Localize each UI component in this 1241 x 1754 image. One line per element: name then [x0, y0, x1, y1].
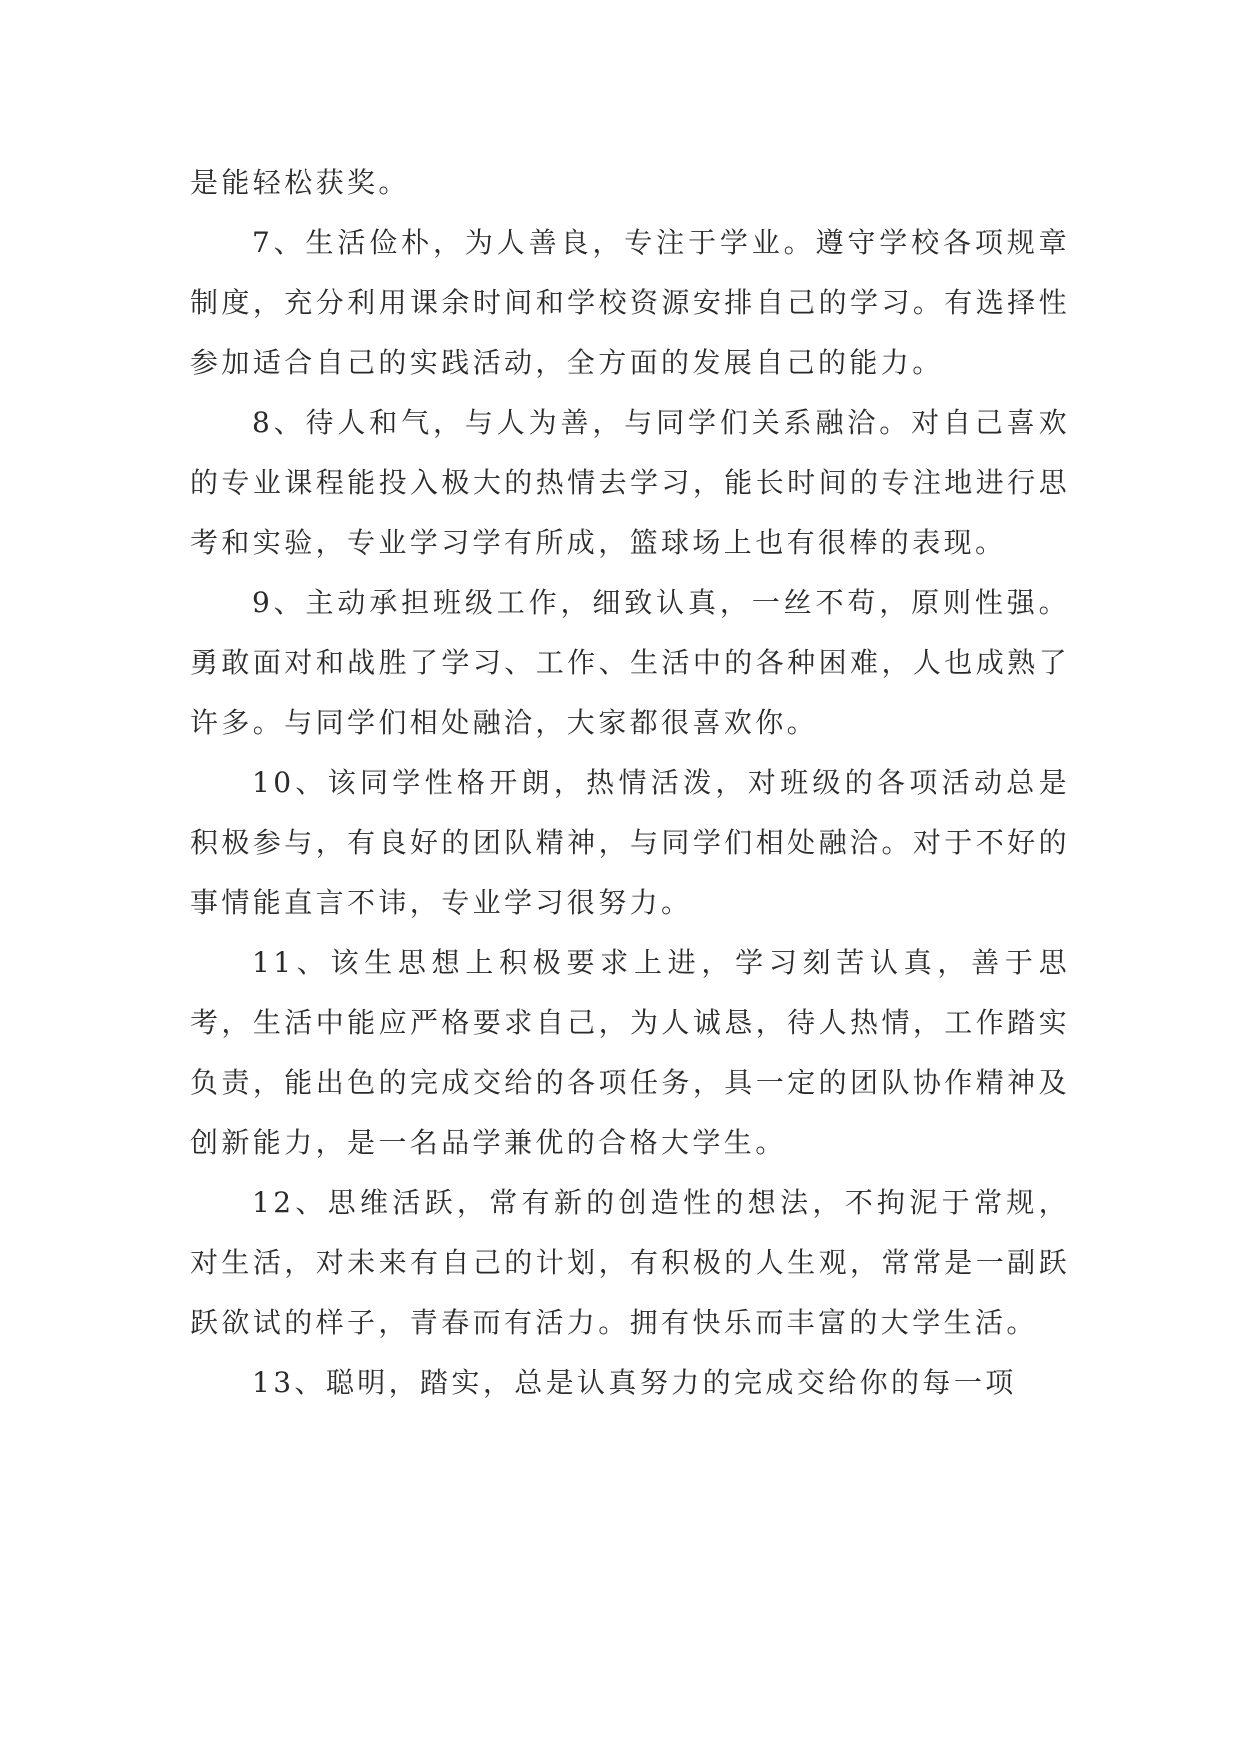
paragraph-item-7: 7、生活俭朴，为人善良，专注于学业。遵守学校各项规章制度，充分利用课余时间和学校资源安排自己的学习。有选择性参加适合自己的实践活动，全方面的发展自己的能力。	[190, 226, 1070, 379]
paragraph-item-8: 8、待人和气，与人为善，与同学们关系融洽。对自己喜欢的专业课程能投入极大的热情去学习，能长时间的专注地进行思考和实验，专业学习学有所成，篮球场上也有很棒的表现。	[190, 406, 1070, 559]
paragraph-item-9: 9、主动承担班级工作，细致认真，一丝不苟，原则性强。勇敢面对和战胜了学习、工作、生活中的各种困难，人也成熟了许多。与同学们相处融洽，大家都很喜欢你。	[190, 586, 1070, 739]
paragraph-item-10: 10、该同学性格开朗，热情活泼，对班级的各项活动总是积极参与，有良好的团队精神，与同学们相处融洽。对于不好的事情能直言不讳，专业学习很努力。	[190, 766, 1070, 919]
paragraph-item-13: 13、聪明，踏实，总是认真努力的完成交给你的每一项	[252, 1366, 1017, 1399]
paragraph-continuation: 是能轻松获奖。	[190, 166, 410, 199]
document-body	[190, 153, 1070, 1413]
paragraph-item-11: 11、该生思想上积极要求上进，学习刻苦认真，善于思考，生活中能应严格要求自己，为人诚恳，待人热情，工作踏实负责，能出色的完成交给的各项任务，具一定的团队协作精神及创新能力，是一名品学兼优的合格大学生。	[190, 946, 1070, 1159]
paragraph-item-12: 12、思维活跃，常有新的创造性的想法，不拘泥于常规，对生活，对未来有自己的计划，有积极的人生观，常常是一副跃跃欲试的样子，青春而有活力。拥有快乐而丰富的大学生活。	[190, 1186, 1070, 1339]
